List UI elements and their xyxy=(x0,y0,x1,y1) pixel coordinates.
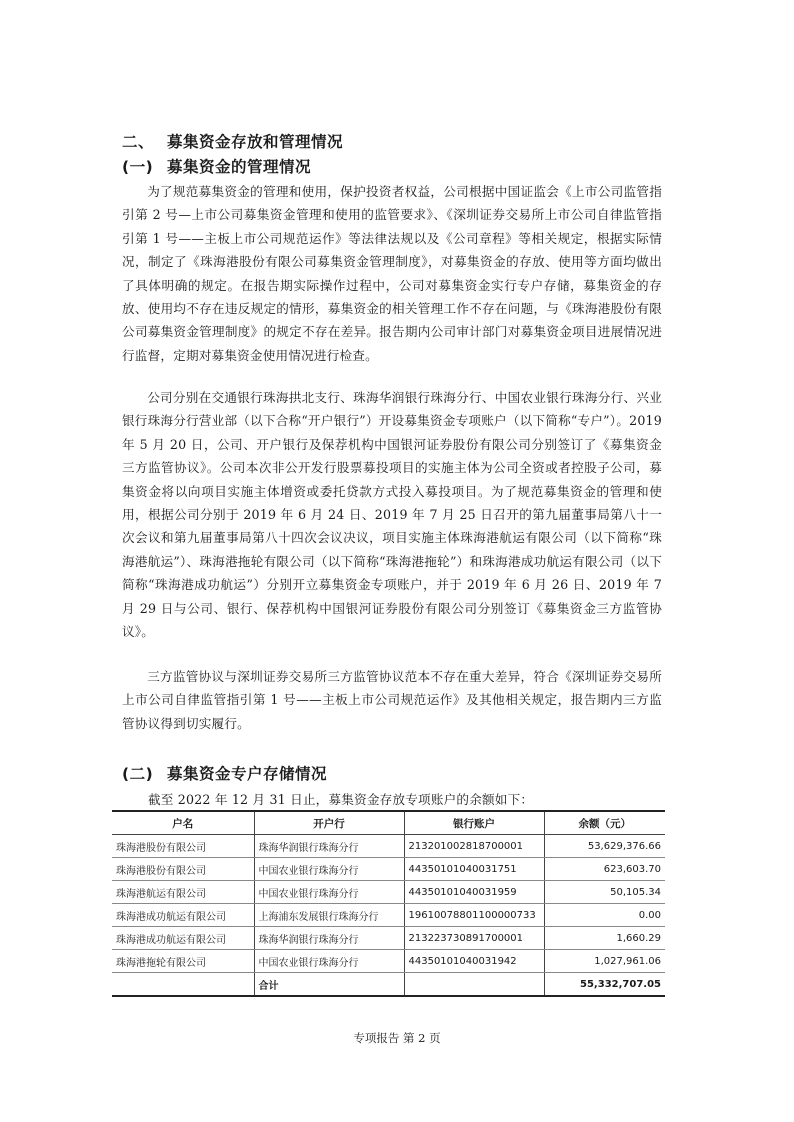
cell-balance: 50,105.34 xyxy=(544,881,665,904)
table-row xyxy=(112,927,665,950)
subsection-title-2: 募集资金专户存储情况 xyxy=(167,765,328,783)
cell-account-name: 珠海港成功航运有限公司 xyxy=(112,904,254,927)
cell-balance: 0.00 xyxy=(544,904,665,927)
cell-bank: 中国农业银行珠海分行 xyxy=(254,950,404,973)
page-footer: 专项报告 第 2 页 xyxy=(353,1031,441,1045)
cell-bank: 中国农业银行珠海分行 xyxy=(254,858,404,881)
table-row xyxy=(112,950,665,973)
cell-account-name: 珠海港拖轮有限公司 xyxy=(112,950,254,973)
section-number: 二、 xyxy=(122,133,155,151)
total-value: 55,332,707.05 xyxy=(544,973,665,997)
table-row xyxy=(112,858,665,881)
cell-account-number: 44350101040031942 xyxy=(404,950,544,973)
cell-account-number: 44350101040031751 xyxy=(404,858,544,881)
section-heading xyxy=(122,130,343,152)
cell-bank: 珠海华润银行珠海分行 xyxy=(254,835,404,858)
subsection-title-1: 募集资金的管理情况 xyxy=(167,158,312,176)
cell-bank: 上海浦东发展银行珠海分行 xyxy=(254,904,404,927)
cell-balance: 53,629,376.66 xyxy=(544,835,665,858)
paragraph-tripartite-agreement: 三方监管协议与深圳证券交易所三方监管协议范本不存在重大差异，符合《深圳证券交易所上市公司自律监管指引第 1 号——主板上市公司规范运作》及其他相关规定，报告期内三方监管协议得到切实履行。 xyxy=(122,669,662,731)
paragraph-special-accounts: 公司分别在交通银行珠海拱北支行、珠海华润银行珠海分行、中国农业银行珠海分行、兴业银行珠海分行营业部（以下合称“开户银行”）开设募集资金专项账户（以下简称“专户”）。2019 年 5 月 20 日，公司、开户银行及保荐机构中国银河证券股份有限公司分别签订了《募集资金三方监管协议》。公司本次非公开发行股票募投项目的实施主体为公司全资或者控股子公司，募集资金将以向项目实施主体增资或委托贷款方式投入募投项目。为了规范募集资金的管理和使用，根据公司分别于 2019 年 6 月 24 日、2019 年 7 月 25 日召开的第九届董事局第八十一次会议和第九届董事局第八十四次会议决议，项目实施主体珠海港航运有限公司（以下简称“珠海港航运”）、珠海港拖轮有限公司（以下简称“珠海港拖轮”）和珠海港成功航运有限公司（以下简称“珠海港成功航运”）分别开立募集资金专项账户，并于 2019 年 6 月 26 日、2019 年 7 月 29 日与公司、银行、保荐机构中国银河证券股份有限公司分别签订《募集资金三方监管协议》。 xyxy=(122,390,662,640)
table-header-row xyxy=(112,811,665,835)
total-label: 合计 xyxy=(254,973,404,997)
cell-balance: 1,027,961.06 xyxy=(544,950,665,973)
table-row xyxy=(112,835,665,858)
cell-account-number: 213201002818700001 xyxy=(404,835,544,858)
cell-account-name: 珠海港股份有限公司 xyxy=(112,858,254,881)
header-account-number: 银行账户 xyxy=(404,811,544,835)
cell-account-number: 44350101040031959 xyxy=(404,881,544,904)
cell-account-name: 珠海港股份有限公司 xyxy=(112,835,254,858)
table-row xyxy=(112,904,665,927)
cell-bank: 中国农业银行珠海分行 xyxy=(254,881,404,904)
cell-account-number: 19610078801100000733 xyxy=(404,904,544,927)
table-row xyxy=(112,881,665,904)
subsection-number-2: (二) xyxy=(122,765,154,783)
cell-balance: 1,660.29 xyxy=(544,927,665,950)
cell-empty xyxy=(112,973,254,997)
subsection-heading-2 xyxy=(122,762,327,784)
header-bank: 开户行 xyxy=(254,811,404,835)
cell-account-name: 珠海港航运有限公司 xyxy=(112,881,254,904)
account-balance-table xyxy=(112,810,665,997)
cell-account-number: 213223730891700001 xyxy=(404,927,544,950)
table-intro: 截至 2022 年 12 月 31 日止，募集资金存放专项账户的余额如下： xyxy=(148,792,534,807)
subsection-number-1: (一) xyxy=(122,158,154,176)
cell-empty xyxy=(404,973,544,997)
header-account-name: 户名 xyxy=(112,811,254,835)
paragraph-management-policy: 为了规范募集资金的管理和使用，保护投资者权益，公司根据中国证监会《上市公司监管指引第 2 号—上市公司募集资金管理和使用的监管要求》、《深圳证券交易所上市公司自律监管指引第 1 号——主板上市公司规范运作》等法律法规以及《公司章程》等相关规定，根据实际情况，制定了《珠海港股份有限公司募集资金管理制度》，对募集资金的存放、使用等方面均做出了具体明确的规定。在报告期实际操作过程中，公司对募集资金实行专户存储，募集资金的存放、使用均不存在违反规定的情形，募集资金的相关管理工作不存在问题，与《珠海港股份有限公司募集资金管理制度》的规定不存在差异。报告期内公司审计部门对募集资金项目进展情况进行监督，定期对募集资金使用情况进行检查。 xyxy=(122,184,662,363)
table-total-row xyxy=(112,973,665,997)
cell-account-name: 珠海港成功航运有限公司 xyxy=(112,927,254,950)
subsection-heading-1 xyxy=(122,155,311,177)
header-balance: 余额（元） xyxy=(544,811,665,835)
cell-bank: 珠海华润银行珠海分行 xyxy=(254,927,404,950)
section-title: 募集资金存放和管理情况 xyxy=(167,133,344,151)
cell-balance: 623,603.70 xyxy=(544,858,665,881)
